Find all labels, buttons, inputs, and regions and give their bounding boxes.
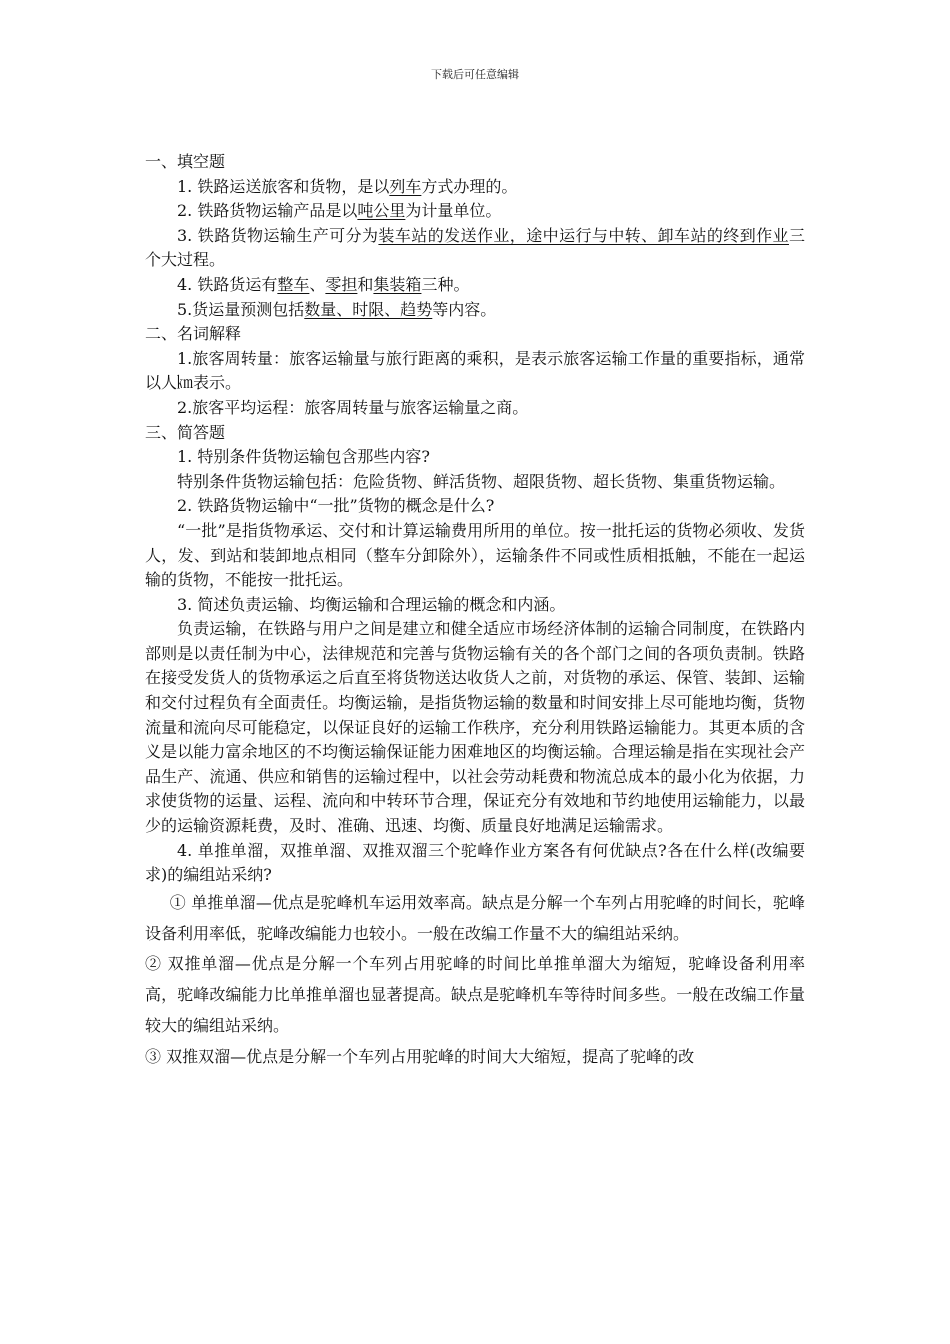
fill-question-2: 2. 铁路货物运输产品是以吨公里为计量单位。 <box>177 201 502 221</box>
answer-1: 特别条件货物运输包括：危险货物、鲜活货物、超限货物、超长货物、集重货物运输。 <box>177 471 786 491</box>
question-1: 1. 特别条件货物运输包含那些内容? <box>177 447 430 467</box>
question-2: 2. 铁路货物运输中“一批”货物的概念是什么? <box>177 496 495 516</box>
section-title-fill-blank: 一、填空题 <box>145 152 226 171</box>
answer-blank: 集装箱 <box>373 274 422 294</box>
answer-blank: 整车 <box>277 274 310 294</box>
answer-blank: 吨公里 <box>357 201 406 221</box>
answer-blank: 列车 <box>389 176 422 196</box>
fill-question-1: 1. 铁路运送旅客和货物，是以列车方式办理的。 <box>177 176 518 196</box>
question-3: 3. 简述负责运输、均衡运输和合理运输的概念和内涵。 <box>177 594 566 614</box>
answer-4-item-2: ② 双推单溜—优点是分解一个车列占用驼峰的时间比单推单溜大为缩短，驼峰设备利用率高，驼峰改编能力比单推单溜也显著提高。缺点是驼峰机车等待时间多些。一般在改编工作量较大的编组站采纳。 <box>145 954 805 1035</box>
fill-question-4: 4. 铁路货运有整车、零担和集装箱三种。 <box>177 274 470 294</box>
section-title-definitions: 二、名词解释 <box>145 324 242 344</box>
page-header: 下载后可任意编辑 <box>431 68 519 81</box>
section-title-short-answer: 三、简答题 <box>145 422 226 442</box>
answer-2: “一批”是指货物承运、交付和计算运输费用所用的单位。按一批托运的货物必须收、发货人，发、到站和装卸地点相同（整车分卸除外），运输条件不同或性质相抵触，不能在一起运输的货物，不能按一批托运。 <box>145 520 805 590</box>
fill-question-5: 5.货运量预测包括数量、时限、趋势等内容。 <box>177 299 497 319</box>
question-4: 4. 单推单溜，双推单溜、双推双溜三个驼峰作业方案各有何优缺点?各在什么样(改编要求)的编组站采纳? <box>145 840 805 885</box>
definition-1: 1.旅客周转量：旅客运输量与旅行距离的乘积，是表示旅客运输工作量的重要指标，通常以人㎞表示。 <box>145 348 805 393</box>
definition-2: 2.旅客平均运程：旅客周转量与旅客运输量之商。 <box>177 397 529 417</box>
answer-blank: 装车站的发送作业，途中运行与中转、卸车站的终到作业 <box>378 225 789 245</box>
answer-4-item-3: ③ 双推双溜—优点是分解一个车列占用驼峰的时间大大缩短，提高了驼峰的改 <box>145 1046 695 1066</box>
fill-question-3: 3. 铁路货物运输生产可分为装车站的发送作业，途中运行与中转、卸车站的终到作业三个大过程。 <box>145 225 805 270</box>
document-body <box>145 150 805 1073</box>
answer-3: 负责运输，在铁路与用户之间是建立和健全适应市场经济体制的运输合同制度，在铁路内部则是以责任制为中心，法律规范和完善与货物运输有关的各个部门之间的各项负责制。铁路在接受发货人的货物承运之后直至将货物送达收货人之前，对货物的承运、保管、装卸、运输和交付过程负有全面责任。均衡运输，是指货物运输的数量和时间安排上尽可能地均衡，货物流量和流向尽可能稳定，以保证良好的运输工作秩序，充分利用铁路运输能力。其更本质的含义是以能力富余地区的不均衡运输保证能力困难地区的均衡运输。合理运输是指在实现社会产品生产、流通、供应和销售的运输过程中，以社会劳动耗费和物流总成本的最小化为依据，力求使货物的运量、运程、流向和中转环节合理，保证充分有效地和节约地使用运输能力，以最少的运输资源耗费，及时、准确、迅速、均衡、质量良好地满足运输需求。 <box>145 619 805 836</box>
answer-4-item-1: ① 单推单溜—优点是驼峰机车运用效率高。缺点是分解一个车列占用驼峰的时间长，驼峰设备利用率低，驼峰改编能力也较小。一般在改编工作量不大的编组站采纳。 <box>145 892 805 943</box>
answer-blank: 零担 <box>325 274 358 294</box>
answer-blank: 数量、时限、趋势 <box>304 299 433 319</box>
